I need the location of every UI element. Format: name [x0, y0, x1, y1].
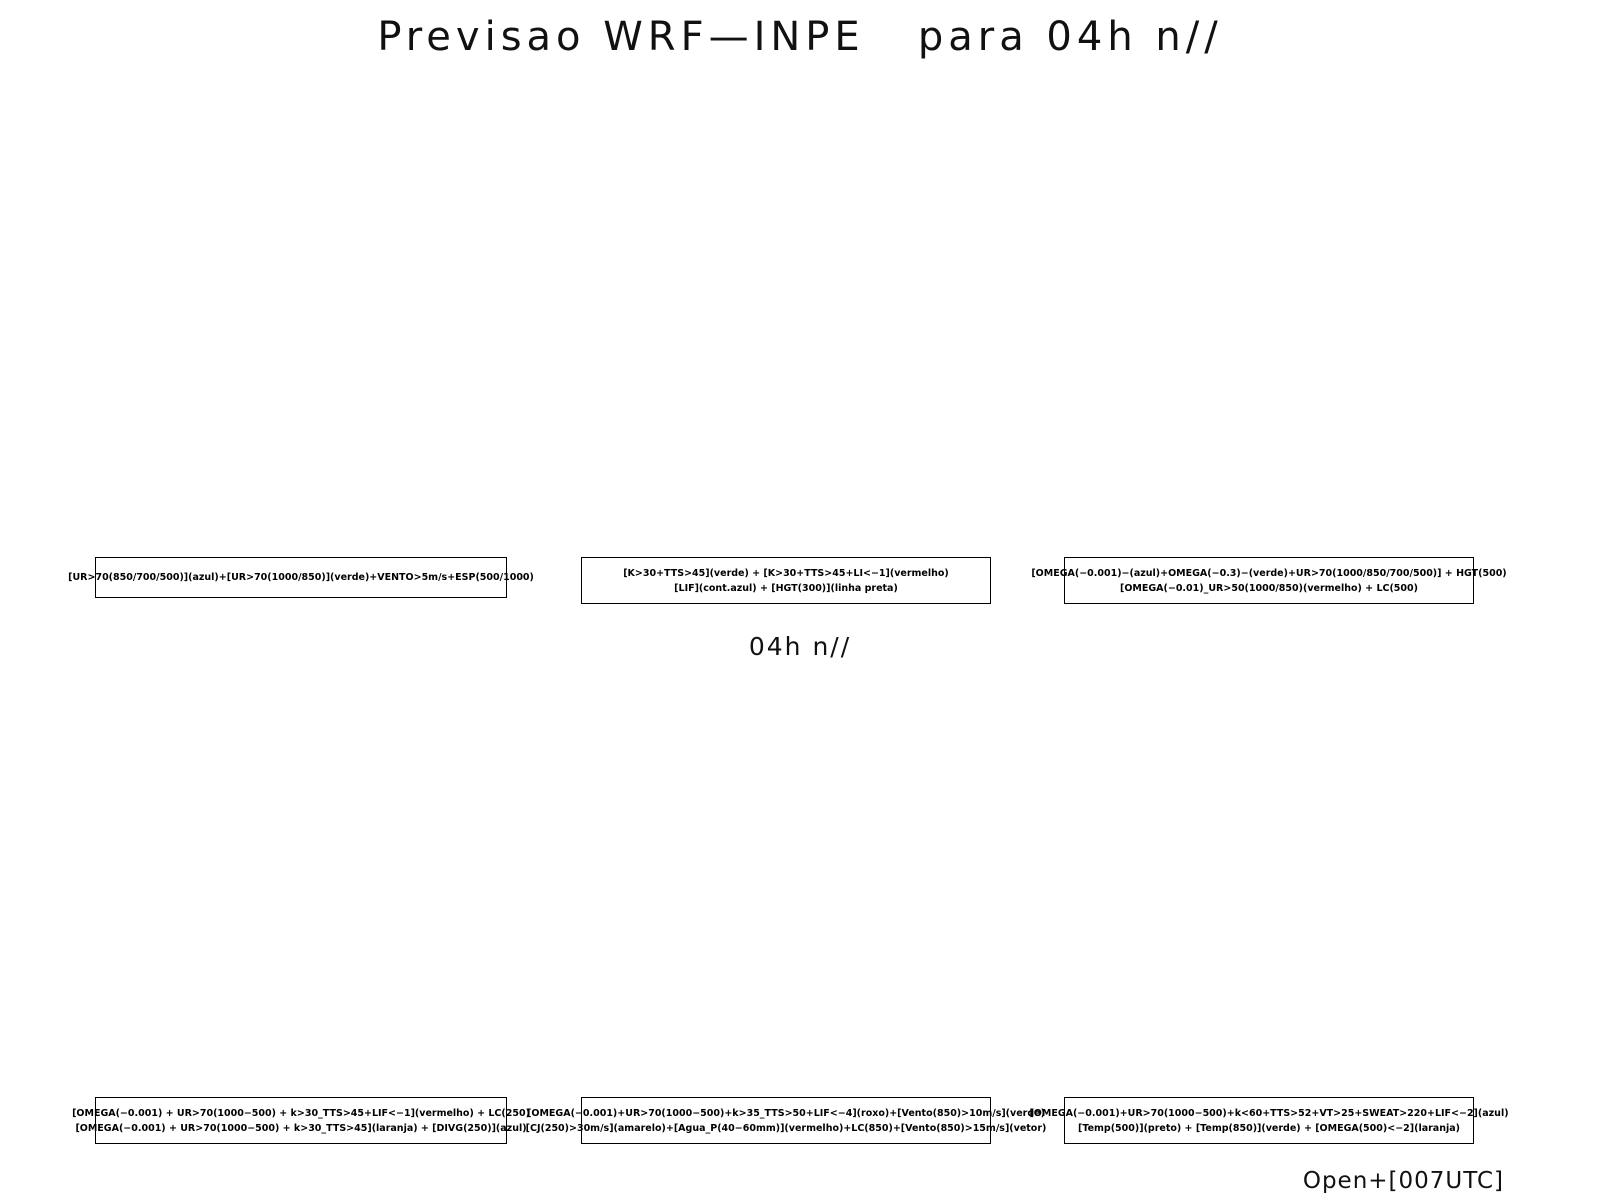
page-title: Previsao WRF—INPE para 04h n// [377, 14, 1223, 60]
legend-line: [LIF](cont.azul) + [HGT(300)](linha preta) [674, 582, 898, 594]
legend-box-k-index [581, 557, 991, 604]
legend-line: [OMEGA(−0.001)+UR>70(1000−500)+k>35_TTS>50+LIF<−4](roxo)+[Vento(850)>10m/s](verde) [527, 1107, 1045, 1119]
legend-box-omega-cj [525, 1097, 1047, 1144]
legend-line: [K>30+TTS>45](verde) + [K>30+TTS>45+LI<−1](vermelho) [623, 567, 949, 579]
forecast-time-caption: 04h n// [748, 632, 852, 661]
legend-line: [OMEGA(−0.001)+UR>70(1000−500)+k<60+TTS>52+VT>25+SWEAT>220+LIF<−2](azul) [1029, 1107, 1509, 1119]
legend-box-omega-hgt [1031, 557, 1507, 604]
legend-line: [OMEGA(−0.01)_UR>50(1000/850)(vermelho) + LC(500) [1120, 582, 1418, 594]
footer-run-label: Open+[007UTC] [1302, 1168, 1504, 1194]
legend-box-ur [68, 557, 534, 598]
legend-box-omega-lc [72, 1097, 530, 1144]
legend-line: [OMEGA(−0.001) + UR>70(1000−500) + k>30_TTS>45+LIF<−1](vermelho) + LC(250) [72, 1107, 530, 1119]
legend-line: [UR>70(850/700/500)](azul)+[UR>70(1000/850)](verde)+VENTO>5m/s+ESP(500/1000) [68, 572, 534, 583]
legend-line: [Temp(500)](preto) + [Temp(850)](verde) + [OMEGA(500)<−2](laranja) [1078, 1122, 1460, 1134]
legend-line: [OMEGA(−0.001)−(azul)+OMEGA(−0.3)−(verde)+UR>70(1000/850/700/500)] + HGT(500) [1031, 567, 1507, 579]
legend-line: [CJ(250)>30m/s](amarelo)+[Agua_P(40−60mm)](vermelho)+LC(850)+[Vento(850)>15m/s](vetor) [525, 1122, 1047, 1134]
legend-line: [OMEGA(−0.001) + UR>70(1000−500) + k>30_TTS>45](laranja) + [DIVG(250)](azul) [75, 1122, 527, 1134]
legend-box-omega-temp [1029, 1097, 1509, 1144]
